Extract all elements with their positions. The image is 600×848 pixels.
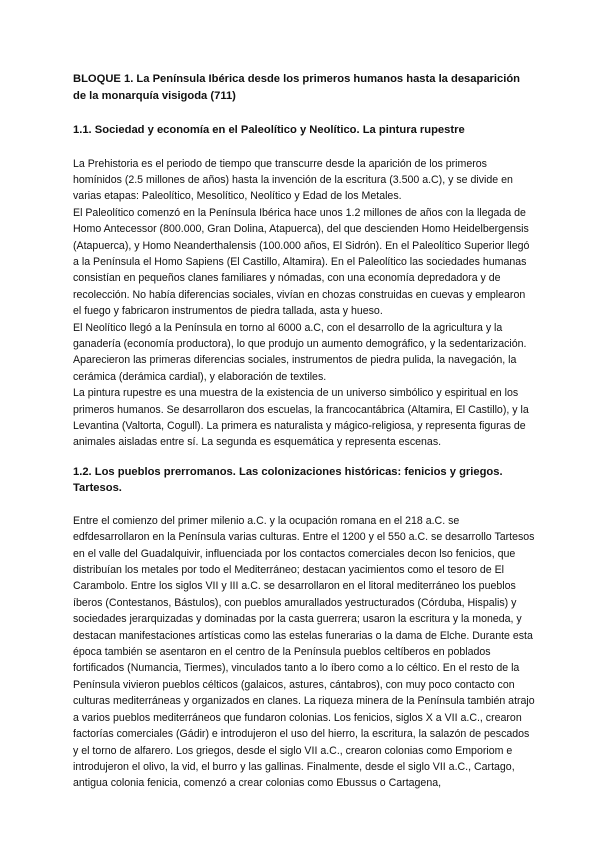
section-1-paragraph-prehistoria: La Prehistoria es el periodo de tiempo que transcurre desde la aparición de los primeros homínidos (2.5 millones de años) hasta la invención de la escritura (3.500 a.C), y se divide en varias etapas: Paleolítico, Mesolítico, Neolítico y Edad de los Metales. xyxy=(73,157,513,203)
section-1-paragraph-pintura-rupestre: La pintura rupestre es una muestra de la existencia de un universo simbólico y espiritual en los primeros humanos. Se desarrollaron dos escuelas, la francocantábrica (Altamira, El Castillo), y la Levantina (Valtorta, Cogull). La primera es naturalista y mágico-religiosa, y representa figuras de animales aisladas entre sí. La segunda es esquemática y representa escenas. xyxy=(73,387,529,449)
document-page xyxy=(73,71,535,792)
section-2-paragraph-pueblos-prerromanos: Entre el comienzo del primer milenio a.C. y la ocupación romana en el 218 a.C. se edfdesarrollaron en la Península varias culturas. Entre el 1200 y el 550 a.C. se desarrollo Tartesos en el valle del Guadalquivir, influenciada por los contactos comerciales decon lso fenicios, que distribuían los metales por todo el Mediterráneo; destacan yacimientos como el tesoro de El Carambolo. Entre los siglos VII y III a.C. se desarrollaron en el litoral mediterráneo los pueblos íberos (Contestanos, Bástulos), con pueblos amurallados yestructurados (Córduba, Hispalis) y sociedades jerarquizadas y dominadas por la casta guerrera; usaron la escritura y la moneda, y destacan manifestaciones artísticas como las estelas funerarias o la dama de Elche. Durante esta época también se asentaron en el centro de la Península pueblos celtíberos en poblados fortificados (Numancia, Tiermes), vinculados tanto a lo íbero como a lo céltico. En el resto de la Península vivieron pueblos célticos (galaicos, astures, cántabros), con muy poco contacto con culturas mediterráneas y organizados en clanes. La riqueza minera de la Península también atrajo a varios pueblos mediterráneos que fundaron colonias. Los fenicios, siglos X a VII a.C., crearon factorías comerciales (Gádir) e introdujeron el uso del hierro, la escritura, la salazón de pescados y el torno de alfarero. Los griegos, desde el siglo VII a.C., crearon colonias como Emporiom e introdujeron el olivo, la vid, el burro y las gallinas. Finalmente, desde el siglo VII a.C., Cartago, antigua colonia fenicia, comenzó a crear colonias como Ebussus o Cartagena, xyxy=(73,514,535,790)
section-2-title: 1.2. Los pueblos prerromanos. Las colonizaciones históricas: fenicios y griegos. Tartesos. xyxy=(73,465,503,495)
section-1-paragraph-paleolitico: El Paleolítico comenzó en la Península Ibérica hace unos 1.2 millones de años con la llegada de Homo Antecessor (800.000, Gran Dolina, Atapuerca), del que descienden Homo Heidelbergensis (Atapuerca), y Homo Neanderthalensis (100.000 años, El Sidrón). En el Paleolítico Superior llegó a la Península el Homo Sapiens (El Castillo, Altamira). En el Paleolítico las sociedades humanas consistían en pequeños clanes familiares y nómadas, con una economía depredadora y de recolección. No había diferencias sociales, vivían en chozas construidas en cuevas y emplearon el fuego y fabricaron instrumentos de piedra tallada, asta y hueso. xyxy=(73,206,530,318)
section-1-paragraph-neolitico: El Neolítico llegó a la Península en torno al 6000 a.C, con el desarrollo de la agricultura y la ganadería (economía productora), lo que produjo un aumento demográfico, y la sedentarización. Aparecieron las primeras diferencias sociales, instrumentos de piedra pulida, la navegación, la cerámica (derámica cardial), y elaboración de textiles. xyxy=(73,321,527,383)
block-title: BLOQUE 1. La Península Ibérica desde los primeros humanos hasta la desaparición de la monarquía visigoda (711) xyxy=(73,73,521,102)
section-1-title: 1.1. Sociedad y economía en el Paleolítico y Neolítico. La pintura rupestre xyxy=(73,124,465,136)
